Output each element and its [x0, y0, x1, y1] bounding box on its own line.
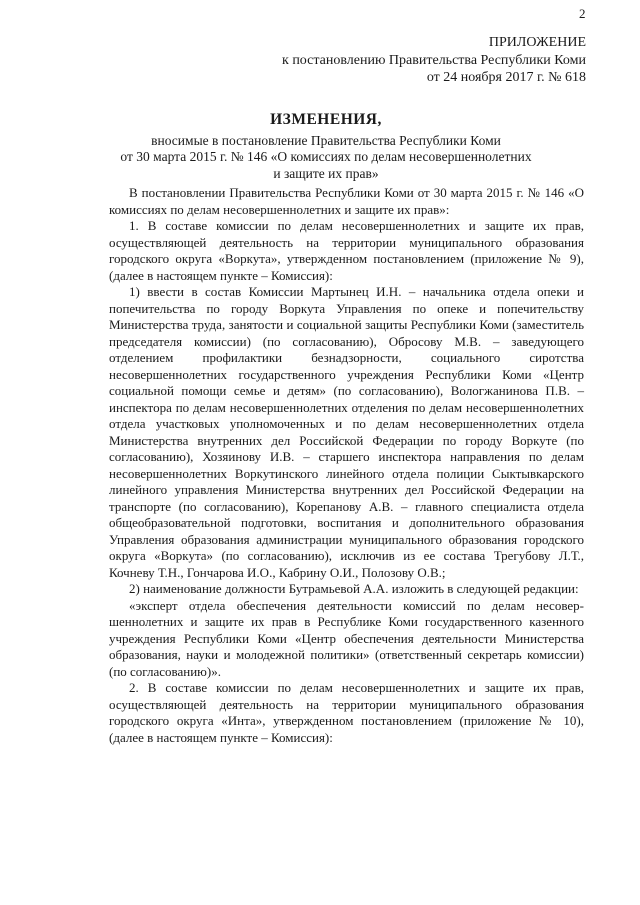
heading-title: ИЗМЕНЕНИЯ,	[270, 111, 382, 128]
heading-line: вносимые в постановление Правительства Республики Коми	[151, 132, 501, 148]
document-heading	[60, 112, 592, 182]
appendix-block	[226, 34, 586, 87]
paragraph: «эксперт отдела обеспечения деятельности комиссий по делам несовершеннолетних и защите их прав в Республике Коми государственного казенного учреждения Республики Коми «Центр обеспечения деятельности Министерства образования, науки и молодежной политики» (ответственный секретарь комиссии) (по согласованию)».	[109, 597, 584, 679]
heading-line: и защите их прав»	[273, 165, 379, 181]
document-body	[109, 185, 584, 746]
paragraph: 2. В составе комиссии по делам несовершеннолетних и защите их прав, осуществляющей деятельность на территории муниципального образования городского округа «Инта», утвержденном постановлением (приложение № 10), (далее в настоящем пункте – Комиссия):	[109, 680, 584, 745]
paragraph: В постановлении Правительства Республики Коми от 30 марта 2015 г. № 146 «О комиссиях по делам несовершеннолетних и защите их прав»:	[109, 185, 584, 217]
heading-line: от 30 марта 2015 г. № 146 «О комиссиях по делам несовершеннолетних	[120, 149, 532, 164]
appendix-title: ПРИЛОЖЕНИЕ	[488, 35, 586, 50]
appendix-line: от 24 ноября 2017 г. № 618	[426, 70, 586, 85]
paragraph: 2) наименование должности Бутрамьевой А.А. изложить в следующей редакции:	[129, 581, 579, 596]
paragraph: 1. В составе комиссии по делам несовершеннолетних и защите их прав, осуществляющей деятельность на территории муниципального образования городского округа «Воркута», утвержденном постановлением (приложение № 9), (далее в настоящем пункте – Комиссия):	[109, 218, 584, 283]
paragraph: 1) ввести в состав Комиссии Мартынец И.Н. – начальника отдела опеки и попечительства по городу Воркута Управления по опеке и попечительству Министерства труда, занятости и социальной защиты Республики Коми (заместитель председателя комиссии) (по согласованию), Обросову М.В. – заведующего отделением профилактики безнадзорности, социального сиротства несовершеннолетних государственного учреждения Республики Коми «Центр социальной помощи семье и детям» (по согласованию), Вологжанинова П.В. – инспектора по делам несовершеннолетних отделения по делам несовершеннолетних отдела участковых уполномоченных и по делам несовершеннолетних отдела Министерства внутренних дел Российской Федерации по городу Воркуте (по согласованию), Хозяинову И.В. – старшего инспектора направления по делам несовершеннолетних Воркутинского линейного отдела полиции Сыктывкарского линейного управления Министерства внутренних дел Российской Федерации на транспорте (по согласованию), Корепанову А.В. – главного специалиста отдела общеобразовательной подготовки, воспитания и дополнительного образования Управления образования администрации муниципального образования городского округа «Воркута» (по согласованию), исключив из ее состава Трегубову Л.Т., Кочневу Т.Н., Гончарова И.О., Кабрину О.И., Полозову О.В.;	[109, 284, 584, 580]
appendix-line: к постановлению Правительства Республики Коми	[282, 52, 586, 68]
page-number: 2	[579, 6, 586, 21]
